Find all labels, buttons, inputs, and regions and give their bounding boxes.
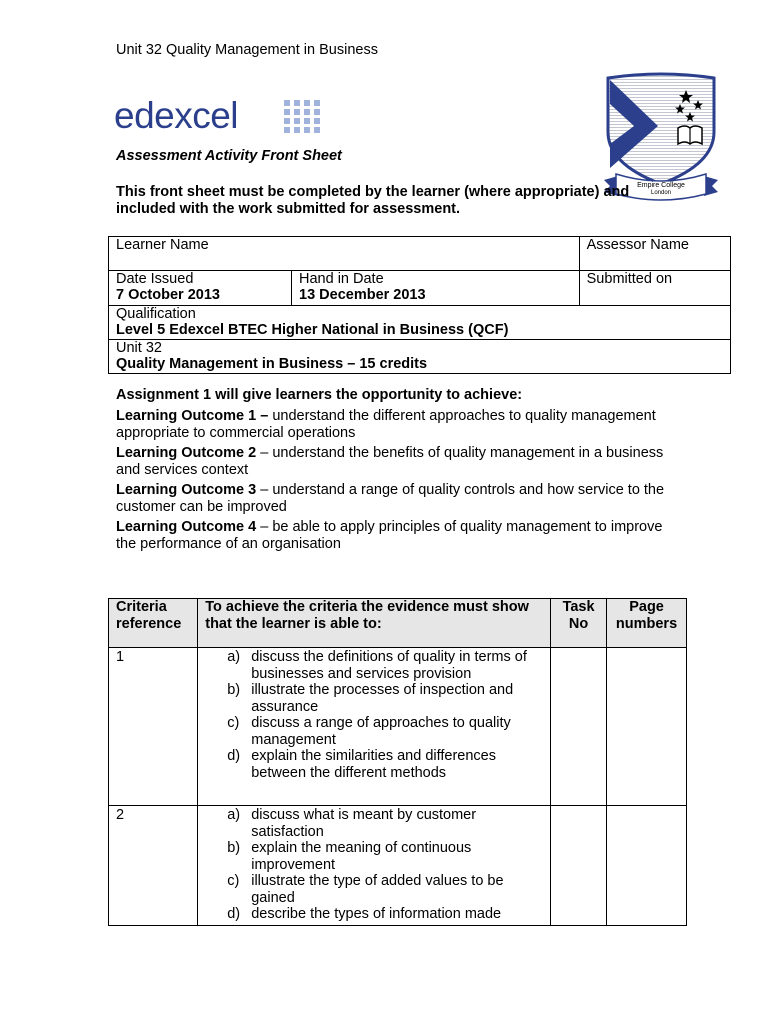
date-issued-label: Date Issued <box>116 271 194 287</box>
list-item: c) illustrate the type of added values to be gained <box>227 873 504 906</box>
crest-line1: Empire College <box>637 182 685 189</box>
assignment-heading: Assignment 1 will give learners the opportunity to achieve: <box>116 387 523 403</box>
assessor-name-cell[interactable] <box>579 237 730 271</box>
learner-info-table <box>108 236 731 374</box>
lo-title: Learning Outcome 2 <box>116 445 257 461</box>
list-item: a) discuss what is meant by customer satisfaction <box>227 807 477 840</box>
submitted-on-label: Submitted on <box>586 271 673 287</box>
list-item: b) explain the meaning of continuous improvement <box>227 840 472 873</box>
lo-title: Learning Outcome 4 <box>116 519 257 535</box>
lo-text: – be able to apply principles of quality management to improve the performance of an organisation <box>116 519 663 552</box>
learning-outcome-1 <box>116 408 676 441</box>
crest-line2: London <box>650 190 672 196</box>
learner-name-cell[interactable] <box>109 237 580 271</box>
edexcel-logo <box>114 94 324 138</box>
hand-in-label: Hand in Date <box>299 271 384 287</box>
table-row <box>109 806 687 926</box>
list-item: c) discuss a range of approaches to quality management <box>227 715 511 748</box>
submitted-on-cell[interactable] <box>579 271 730 306</box>
task-no-cell[interactable] <box>551 806 607 926</box>
unit-label: Unit 32 <box>116 340 162 356</box>
list-item: b) illustrate the processes of inspection and assurance <box>227 682 514 715</box>
qualification-value: Level 5 Edexcel BTEC Higher National in Business (QCF) <box>116 322 509 338</box>
date-issued-cell <box>109 271 292 306</box>
qualification-cell <box>109 306 731 340</box>
task-no-cell[interactable] <box>551 648 607 806</box>
unit-cell <box>109 340 731 374</box>
criteria-items <box>198 806 551 926</box>
learning-outcome-4 <box>116 519 676 552</box>
date-issued-value: 7 October 2013 <box>116 287 220 303</box>
activity-title: Assessment Activity Front Sheet <box>116 148 342 164</box>
list-item: d) describe the types of information made <box>227 906 502 922</box>
unit-value: Quality Management in Business – 15 credits <box>116 356 428 372</box>
learner-name-label: Learner Name <box>116 237 209 253</box>
page-numbers-cell[interactable] <box>607 648 687 806</box>
criteria-ref: 1 <box>109 648 198 806</box>
table-row <box>109 648 687 806</box>
qualification-label: Qualification <box>116 306 196 322</box>
header-criteria-description: To achieve the criteria the evidence must show that the learner is able to: <box>198 599 551 648</box>
header-criteria-reference: Criteria reference <box>109 599 198 648</box>
learning-outcome-2 <box>116 445 676 478</box>
intro-text: This front sheet must be completed by the learner (where appropriate) and included with the work submitted for assessment. <box>116 184 630 217</box>
logo-text: edexcel <box>114 95 239 136</box>
page-numbers-cell[interactable] <box>607 806 687 926</box>
learning-outcome-3 <box>116 482 676 515</box>
criteria-items <box>198 648 551 806</box>
lo-title: Learning Outcome 3 <box>116 482 257 498</box>
header-page-numbers: Page numbers <box>607 599 687 648</box>
hand-in-value: 13 December 2013 <box>299 287 426 303</box>
lo-text: – understand a range of quality controls and how service to the customer can be improved <box>116 482 665 515</box>
logo-dots-icon <box>284 100 320 133</box>
page-header: Unit 32 Quality Management in Business <box>116 42 378 58</box>
criteria-table <box>108 598 687 926</box>
header-task-no: Task No <box>551 599 607 648</box>
criteria-ref: 2 <box>109 806 198 926</box>
list-item: a) discuss the definitions of quality in terms of businesses and services provision <box>227 649 527 682</box>
lo-title: Learning Outcome 1 – <box>116 408 269 424</box>
list-item: d) explain the similarities and differences between the different methods <box>227 748 496 781</box>
hand-in-cell <box>292 271 580 306</box>
lo-text: understand the different approaches to quality management appropriate to commercial operations <box>116 408 656 441</box>
assessor-name-label: Assessor Name <box>586 237 689 253</box>
lo-text: – understand the benefits of quality management in a business and services context <box>116 445 664 478</box>
college-crest-icon <box>600 72 722 202</box>
